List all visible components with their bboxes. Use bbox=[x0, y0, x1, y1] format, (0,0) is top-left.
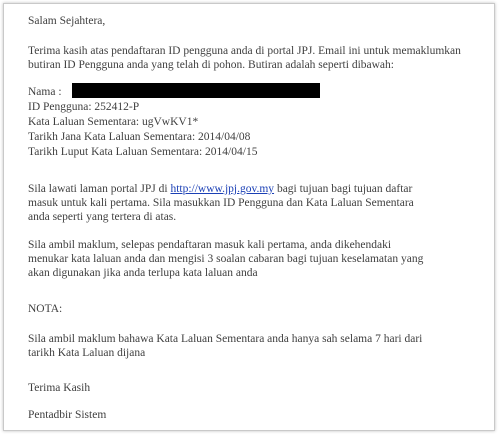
intro-line-1: Terima kasih atas pendaftaran ID pengguna anda di portal JPJ. Email ini untuk memaklumkan bbox=[28, 45, 461, 57]
notice-line-3: akan digunakan jika anda terlupa kata laluan anda bbox=[28, 267, 258, 279]
portal-link[interactable]: http://www.jpj.gov.my bbox=[170, 183, 275, 195]
closing: Terima Kasih bbox=[28, 382, 91, 394]
temp-password-line: Kata Laluan Sementara: ugVwKV1* bbox=[28, 116, 199, 128]
greeting: Salam Sejahtera, bbox=[28, 15, 106, 27]
visit-suffix: bagi tujuan bagi tujuan daftar bbox=[274, 183, 413, 195]
notice-line-2: menukar kata laluan anda dan mengisi 3 soalan cabaran bagi tujuan keselamatan yang bbox=[28, 253, 424, 265]
email-body-panel bbox=[3, 3, 495, 431]
notice-line-1: Sila ambil maklum, selepas pendaftaran masuk kali pertama, anda dikehendaki bbox=[28, 239, 392, 251]
user-id-line: ID Pengguna: 252412-P bbox=[28, 101, 140, 113]
intro-line-2: butiran ID Pengguna anda yang telah di pohon. Butiran adalah seperti dibawah: bbox=[28, 59, 394, 71]
issue-date-line: Tarikh Jana Kata Laluan Sementara: 2014/04/08 bbox=[28, 131, 251, 143]
redacted-name-block bbox=[72, 83, 320, 98]
nota-label: NOTA: bbox=[28, 303, 63, 315]
nota-line-1: Sila ambil maklum bahawa Kata Laluan Sementara anda hanya sah selama 7 hari dari bbox=[28, 333, 423, 345]
visit-line-2: masuk untuk kali pertama. Sila masukkan ID Pengguna dan Kata Laluan Sementara bbox=[28, 197, 414, 209]
visit-prefix: Sila lawati laman portal JPJ di bbox=[28, 183, 171, 195]
nota-line-2: tarikh Kata Laluan dijana bbox=[28, 347, 146, 359]
signature: Pentadbir Sistem bbox=[28, 409, 107, 421]
expiry-date-line: Tarikh Luput Kata Laluan Sementara: 2014/04/15 bbox=[28, 146, 258, 158]
name-label: Nama : bbox=[28, 86, 62, 98]
visit-line-3: anda seperti yang tertera di atas. bbox=[28, 211, 177, 223]
visit-line-1 bbox=[28, 182, 412, 196]
